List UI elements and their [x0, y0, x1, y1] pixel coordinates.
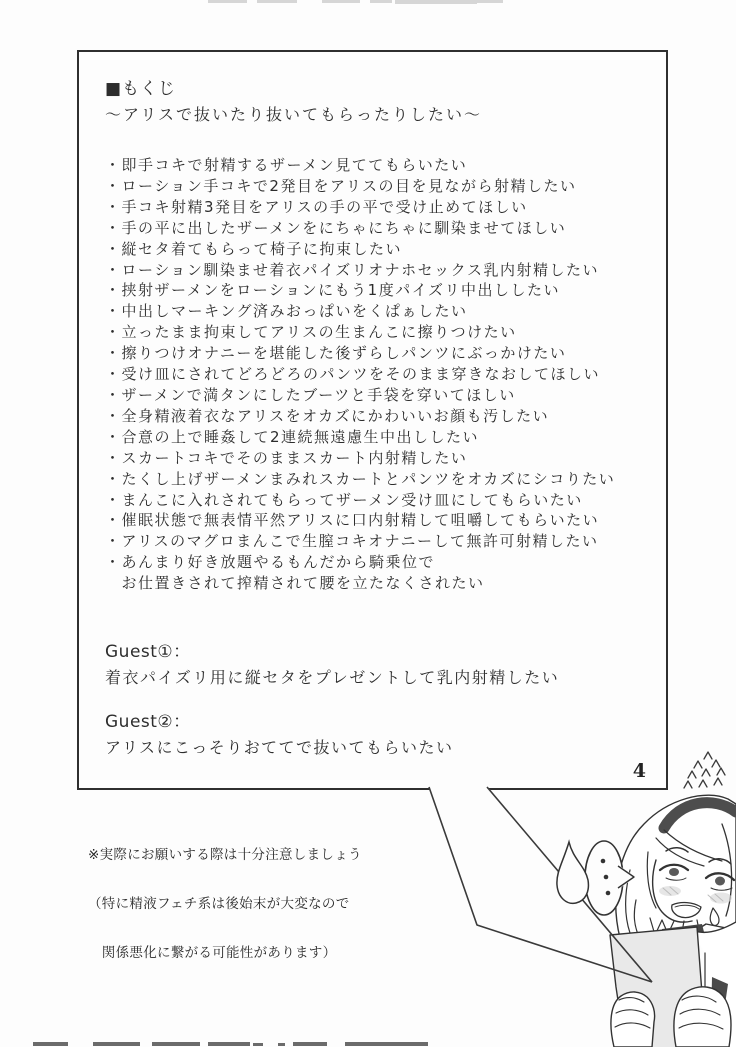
right-hand: [674, 987, 731, 1047]
toc-item: ・ザーメンで満タンにしたブーツと手袋を穿いてほしい: [105, 385, 516, 404]
toc-item: ・ローション馴染ませ着衣パイズリオナホセックス乳内射精したい: [105, 260, 599, 279]
toc-item: ・挟射ザーメンをローションにもう1度パイズリ中出ししたい: [105, 281, 561, 300]
mouth: [672, 903, 701, 918]
caution-note: [88, 814, 362, 994]
toc-item: お仕置きされて搾精されて腰を立たなくされたい: [105, 574, 485, 593]
toc-item: ・アリスのマグロまんこで生膣コキオナニーして無許可射精したい: [105, 532, 599, 551]
toc-item: ・全身精液着衣なアリスをオカズにかわいいお顔も汚したい: [105, 406, 550, 425]
toc-box-content: [79, 52, 666, 760]
caution-note-line: 関係悪化に繋がる可能性があります）: [88, 945, 337, 962]
toc-item: ・まんこに入れされてもらってザーメン受け皿にしてもらいたい: [105, 490, 583, 509]
blush: [659, 886, 732, 904]
page-number: 4: [632, 760, 646, 782]
page-title: ■もくじ: [105, 79, 177, 99]
guest-2-block: [105, 710, 658, 760]
scan-artifact-bottom-edge: [33, 1042, 428, 1046]
toc-item: ・手コキ射精3発目をアリスの手の平で受け止めてほしい: [105, 197, 528, 216]
toc-item: ・受け皿にされてどろどろのパンツをそのまま穿きなおしてほしい: [105, 365, 601, 384]
guest-2-label: Guest②：: [105, 712, 191, 733]
toc-item: ・立ったまま拘束してアリスの生まんこに擦りつけたい: [105, 323, 517, 342]
sweat-drop-icon: [557, 842, 589, 903]
left-eye: [660, 865, 688, 870]
toc-item: ・スカートコキでそのままスカート内射精したい: [105, 448, 468, 467]
guest-2-text: アリスにこっそりおててで抜いてもらいたい: [105, 738, 454, 758]
toc-item: ・合意の上で睡姦して2連続無遠慮生中出ししたい: [105, 427, 480, 446]
character-illustration: [610, 795, 736, 1047]
hair: [616, 795, 736, 941]
toc-box: [77, 50, 668, 790]
caution-note-line: ※実際にお願いする際は十分注意しましょう: [88, 846, 362, 863]
caution-note-line: （特に精液フェチ系は後始末が大変なので: [88, 896, 350, 913]
toc-list: [105, 155, 658, 594]
hairband: [664, 803, 736, 828]
toc-item: ・手の平に出したザーメンをにちゃにちゃに馴染ませてほしい: [105, 218, 567, 237]
page-subtitle: 〜アリスで抜いたり抜いてもらったりしたい〜: [105, 105, 483, 124]
toc-item: ・即手コキで射精するザーメン見ててもらいたい: [105, 156, 468, 174]
guest-1-label: Guest①：: [105, 642, 191, 663]
toc-item: ・催眠状態で無表情平然アリスに口内射精して咀嚼してもらいたい: [105, 511, 600, 530]
toc-item: ・ローション手コキで2発目をアリスの目を見ながら射精したい: [105, 176, 577, 195]
vest-tie: [711, 977, 728, 1032]
callout-tail-strokes: [429, 787, 652, 982]
toc-item: ・中出しマーキング済みおっぱいをくぱぁしたい: [105, 302, 468, 321]
toc-item: ・縦セタ着てもらって椅子に拘束したい: [105, 239, 403, 258]
right-eye: [706, 873, 734, 880]
fluster-marks-icon: [684, 752, 725, 788]
toc-item: ・擦りつけオナニーを堪能した後ずらしパンツにぶっかけたい: [105, 344, 567, 363]
speech-bubble-icon: [585, 841, 636, 915]
guest-1-block: [105, 640, 658, 690]
guest-1-text: 着衣パイズリ用に縦セタをプレゼントして乳内射精したい: [105, 668, 560, 688]
choker: [662, 924, 705, 940]
toc-item: ・あんまり好き放題やるもんだから騎乗位で: [105, 553, 436, 572]
left-hand: [611, 992, 655, 1047]
paper: [610, 927, 706, 1047]
cheek-sweat-drop-icon: [710, 908, 719, 925]
face-outline: [653, 860, 692, 922]
scan-artifact-top-edge: [208, 0, 503, 4]
toc-item: ・たくし上げザーメンまみれスカートとパンツをオカズにシコりたい: [105, 469, 616, 488]
callout-tail: [429, 786, 652, 982]
shoulder: [692, 922, 736, 1047]
